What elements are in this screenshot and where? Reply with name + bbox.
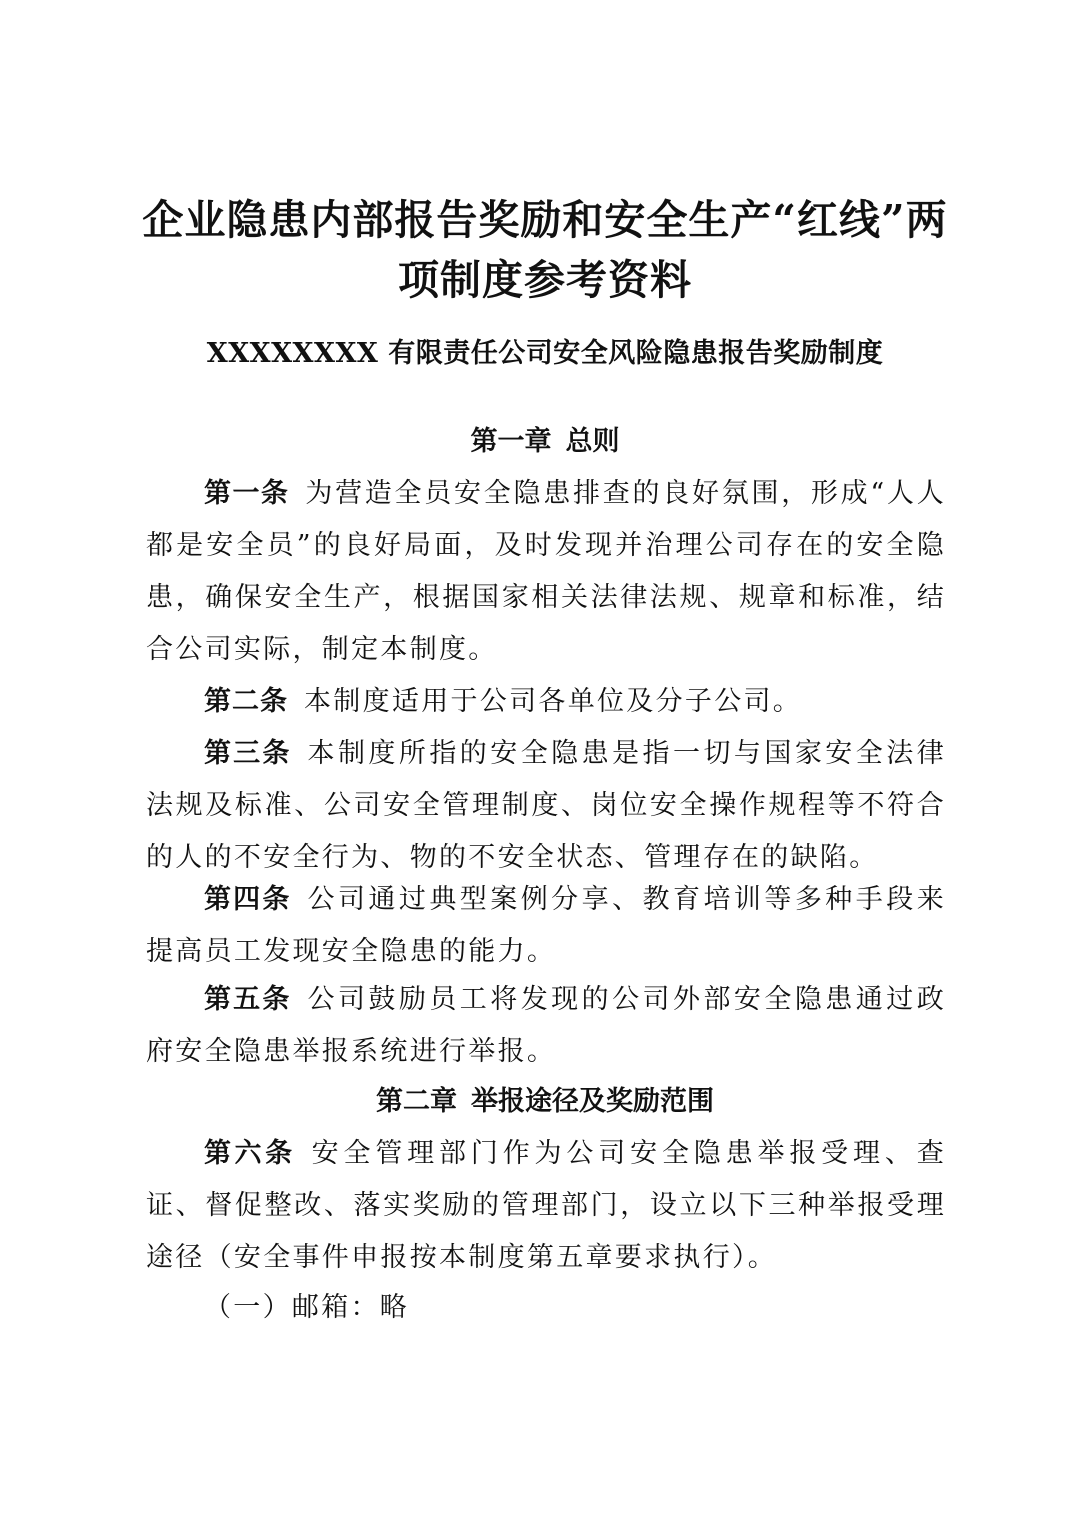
article-text: 本制度适用于公司各单位及分子公司。 [304,686,803,717]
article-text: 公司鼓励员工将发现的公司外部安全隐患通过政府安全隐患举报系统进行举报。 [146,984,946,1067]
chapter-number: 第二章 [376,1086,457,1117]
article-paragraph [146,974,946,1078]
article-label: 第二条 [204,686,288,717]
chapter-name: 举报途径及奖励范围 [471,1086,714,1117]
article-paragraph [146,468,946,676]
article-paragraph [146,874,946,978]
article-text: 为营造全员安全隐患排查的良好氛围，形成“人人都是安全员”的良好局面，及时发现并治理公司存在的安全隐患，确保安全生产，根据国家相关法律法规、规章和标准，结合公司实际，制定本制度。 [146,478,946,665]
article-paragraph [146,1128,946,1284]
chapter-heading [110,422,980,462]
document-title [110,190,980,310]
document-subtitle: XXXXXXXX 有限责任公司安全风险隐患报告奖励制度 [206,338,884,369]
article-paragraph [146,728,946,884]
article-label: 第四条 [204,884,292,915]
article-text: 本制度所指的安全隐患是指一切与国家安全法律法规及标准、公司安全管理制度、岗位安全操作规程等不符合的人的不安全行为、物的不安全状态、管理存在的缺陷。 [146,738,946,873]
article-label: 第三条 [204,738,292,769]
chapter-heading [110,1082,980,1122]
article-label: 第一条 [204,478,290,509]
list-item-text: （一）邮箱：略 [204,1292,410,1323]
list-item [146,1282,946,1334]
article-label: 第六条 [204,1138,296,1169]
document-title-line-1: 企业隐患内部报告奖励和安全生产“红线”两 [142,196,948,244]
article-text: 公司通过典型案例分享、教育培训等多种手段来提高员工发现安全隐患的能力。 [146,884,946,967]
article-text: 安全管理部门作为公司安全隐患举报受理、查证、督促整改、落实奖励的管理部门，设立以下三种举报受理途径（安全事件申报按本制度第五章要求执行）。 [146,1138,947,1273]
document-title-line-2: 项制度参考资料 [398,256,692,304]
chapter-name: 总则 [565,426,620,457]
article-paragraph [146,676,946,728]
chapter-number: 第一章 [470,426,552,457]
article-label: 第五条 [204,984,292,1015]
